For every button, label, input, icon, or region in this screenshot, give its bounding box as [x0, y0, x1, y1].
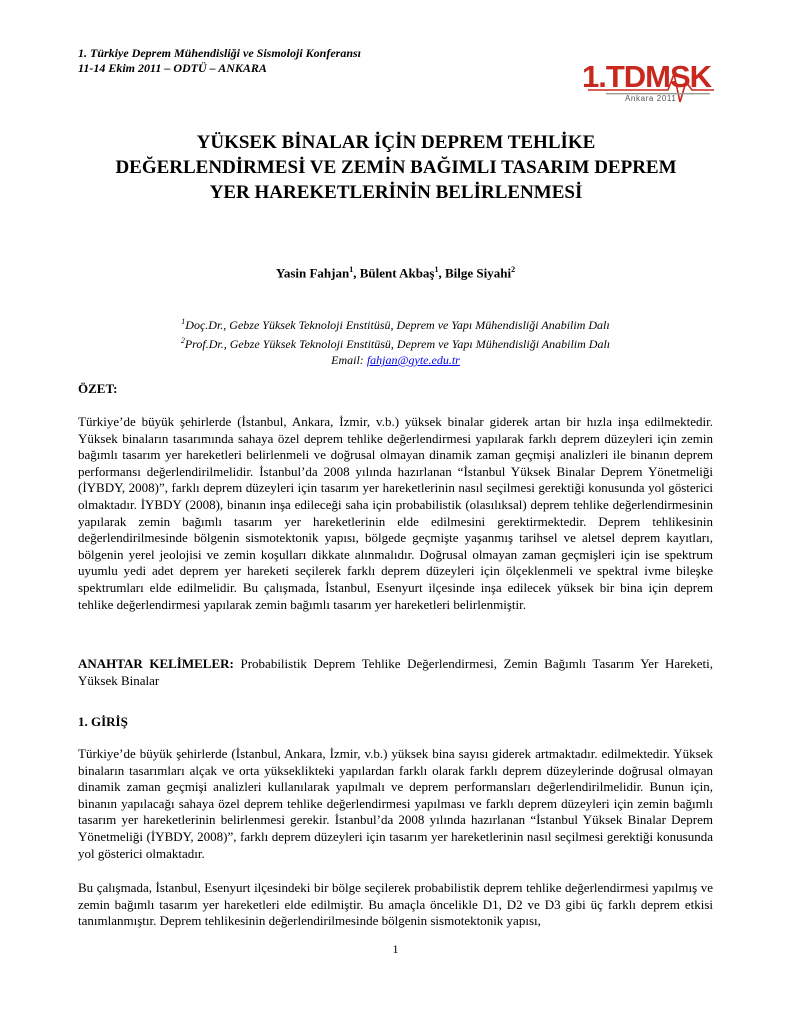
keywords-text: Probabilistik Deprem Tehlike Değerlendirmesi, Zemin Bağımlı Tasarım Yer Hareketi, Yüksek Binalar	[78, 656, 713, 688]
logo-subtitle: Ankara 2011	[625, 94, 677, 103]
author-name: Bülent Akbaş	[359, 265, 435, 281]
email-link[interactable]: fahjan@gyte.edu.tr	[366, 353, 460, 367]
author-affiliation-mark: 1	[349, 265, 354, 274]
affiliations	[0, 314, 791, 368]
title-line-3: YER HAREKETLERİNİN BELİRLENMESİ	[209, 182, 583, 203]
abstract-heading: ÖZET:	[78, 381, 118, 396]
conference-logo	[582, 60, 720, 112]
abstract-text: Türkiye’de büyük şehirlerde (İstanbul, Ankara, İzmir, v.b.) yüksek binalar giderek artan bir hızla inşa edilmektedir. Yüksek binaların tasarımında sahaya özel deprem tehlike değerlendirmesi yapılarak farklı deprem düzeyleri için zemin bağımlı tasarım yer hareketleri belirlenmeli ve doğrusal olmayan dinamik zaman geçmişi analizleri ile binanın deprem performansı değerlendirilmelidir. İstanbul’da 2008 yılında hazırlanan “İstanbul Yüksek Binalar Deprem Yönetmeliği (İYBDY, 2008)”, farklı deprem düzeyleri için tasarım yer hareketlerinin nasıl seçilmesi gerektiği konusunda yol gösterici olmaktadır. İYBDY (2008), binanın inşa edileceği saha için probabilistik (olasılıksal) deprem tehlike değerlendirmesinin yapılarak zemin bağımlı tasarım yer hareketlerinin elde edilmesini gerektirmektedir. Deprem tehlikesinin değerlendirilmesinde bölgenin sismotektonik yapısı, bölgede geçmişte yaşanmış tarihsel ve aletsel deprem kayıtları, bölgenin yerel jeolojisi ve zemin koşulları dikkate alınmalıdır. Doğrusal olmayan zaman geçmişleri için ise spektrum uyumlu yedi adet deprem yer hareketi seçilerek farklı deprem düzeyleri için ölçeklenmeli ve spektral ivme bileşke spektrumları elde edilmelidir. Bu çalışmada, İstanbul, Esenyurt ilçesinde inşa edilecek yüksek bir bina için deprem tehlike değerlendirmesi yapılarak zemin bağımlı tasarım yer hareketleri belirlenmiştir.	[78, 414, 713, 612]
page-number: 1	[392, 942, 399, 956]
affiliation-1	[0, 314, 791, 333]
author-name: Bilge Siyahi	[445, 265, 512, 281]
section-heading-introduction: 1. GİRİŞ	[78, 714, 128, 729]
conference-date-location: 11-14 Ekim 2011 – ODTÜ – ANKARA	[78, 61, 267, 75]
intro-paragraph-1: Türkiye’de büyük şehirlerde (İstanbul, Ankara, İzmir, v.b.) yüksek bina sayısı giderek artmaktadır. edilmektedir. Yüksek binaların tasarımları alçak ve orta yükseklikteki yapılardan farklı olarak farklı deprem düzeylerinde doğrusal olmayan dinamik zaman geçmişi analizleri kullanılarak yapılmalı ve deprem performansları değerlendirilmelidir. Bunun için, binanın yapılacağı sahaya özel deprem tehlike değerlendirmesi yapılması ve farklı deprem düzeyleri için zemin bağımlı tasarım yer hareketlerinin belirlenmesi gerekir. İstanbul’da 2008 yılında hazırlanan “İstanbul Yüksek Binalar Deprem Yönetmeliği (İYBDY, 2008)”, farklı deprem düzeyleri için tasarım yer hareketlerinin nasıl seçilmesi gerektiği konusunda yol gösterici olmaktadır.	[78, 746, 713, 861]
email-line	[0, 352, 791, 368]
affiliation-mark: 2	[180, 336, 185, 345]
affiliation-text: Doç.Dr., Gebze Yüksek Teknoloji Enstitüsü, Deprem ve Yapı Mühendisliği Anabilim Dalı	[185, 318, 610, 332]
title-line-1: YÜKSEK BİNALAR İÇİN DEPREM TEHLİKE	[196, 132, 596, 153]
conference-name: 1. Türkiye Deprem Mühendisliği ve Sismoloji Konferansı	[78, 46, 362, 60]
author-name: Yasin Fahjan	[275, 265, 350, 281]
title-line-2: DEĞERLENDİRMESİ VE ZEMİN BAĞIMLI TASARIM DEPREM	[115, 157, 677, 178]
conference-header	[78, 46, 361, 76]
intro-paragraph-2: Bu çalışmada, İstanbul, Esenyurt ilçesindeki bir bölge seçilerek probabilistik deprem tehlike değerlendirmesi yapılmış ve zemin bağımlı tasarım yer hareketleri elde edilmiştir. Bu amaçla öncelikle D1, D2 ve D3 gibi üç farklı deprem etkisi tanımlanmıştır. Deprem tehlikesinin değerlendirilmesinde bölgenin sismotektonik yapısı,	[78, 880, 713, 929]
keywords-label: ANAHTAR KELİMELER:	[78, 656, 234, 671]
author-list: Yasin Fahjan$^1$, Bülent Akbaş$^1$, Bilge Siyahi$^2$	[275, 265, 516, 281]
author-affiliation-mark: 1	[434, 265, 439, 274]
keywords	[78, 656, 713, 689]
affiliation-text: Prof.Dr., Gebze Yüksek Teknoloji Enstitüsü, Deprem ve Yapı Mühendisliği Anabilim Dalı	[184, 337, 611, 351]
logo-text: 1.TDMSK	[582, 59, 712, 94]
affiliation-2	[0, 333, 791, 352]
author-affiliation-mark: 2	[511, 265, 516, 274]
email-label: Email:	[331, 353, 364, 367]
paper-title	[90, 130, 702, 205]
affiliation-mark: 1	[181, 317, 186, 326]
